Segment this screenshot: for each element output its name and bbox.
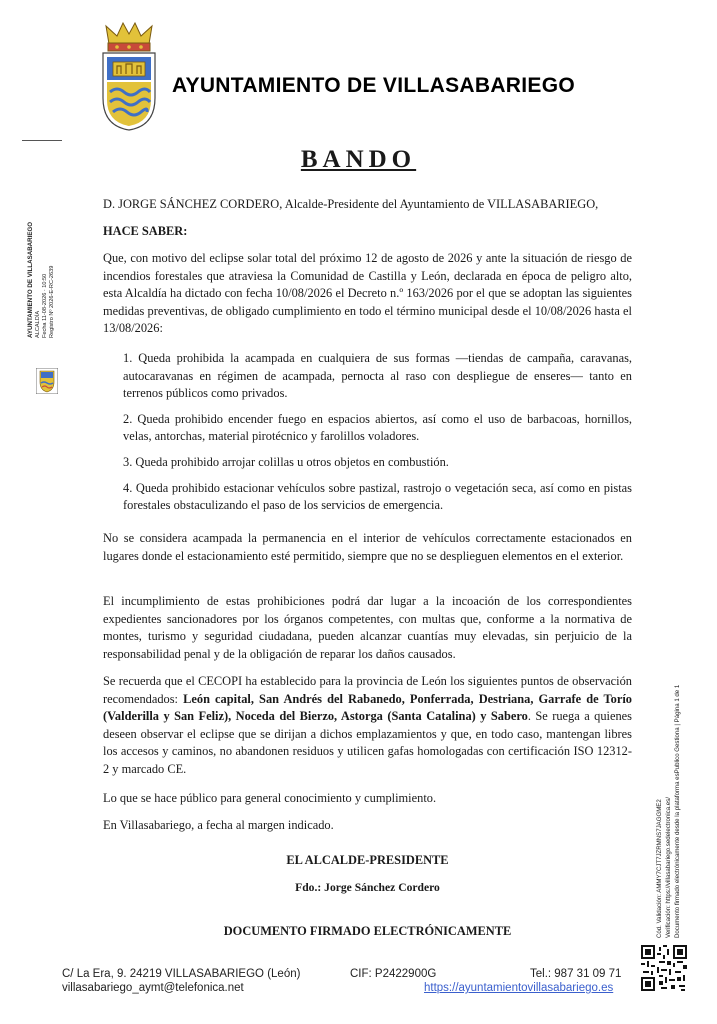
footer-email[interactable]: villasabariego_aymt@telefonica.net bbox=[62, 982, 244, 994]
observation-intro: Se recuerda que el CECOPI ha establecido para la provincia de León los siguientes puntos de observación recomendados: bbox=[103, 674, 632, 706]
list-item: 1. Queda prohibida la acampada en cualquiera de sus formas —tiendas de campaña, caravanas, autocaravanas en régimen de acampada, pernocta al raso con despliegue de enseres— tanto en terrenos públicos como privados. bbox=[123, 351, 632, 401]
footer-website[interactable] bbox=[424, 982, 613, 994]
footer-address: C/ La Era, 9. 24219 VILLASABARIEGO (León) bbox=[62, 968, 301, 980]
list-item: 4. Queda prohibido estacionar vehículos sobre pastizal, rastrojo o vegetación seca, así como en pistas forestales obstaculizando el paso de los servicios de emergencia. bbox=[123, 480, 632, 513]
stamp-line-3: Fecha 11-08-2026 · 10:50 bbox=[42, 273, 48, 338]
validation-platform: Documento firmado electrónicamente desde la plataforma esPublico Gestiona | Página 1 de 1 bbox=[674, 684, 681, 938]
validation-code: Cód. Validación: AMMY7CJT7JZRMNS7JAGGME2 bbox=[656, 799, 663, 938]
list-item: 3. Queda prohibido arrojar colillas u otros objetos en combustión. bbox=[123, 454, 449, 469]
stamp-line-4: Registro Nº 2026-E-RC-2639 bbox=[49, 265, 55, 338]
stamp-rule bbox=[22, 140, 62, 141]
electronic-signature-note: DOCUMENTO FIRMADO ELECTRÓNICAMENTE bbox=[223, 924, 512, 938]
signature-role: EL ALCALDE-PRESIDENTE bbox=[286, 853, 449, 867]
website-link[interactable]: https://ayuntamientovillasabariego.es bbox=[424, 982, 614, 994]
intro-paragraph: D. JORGE SÁNCHEZ CORDERO, Alcalde-Presidente del Ayuntamiento de VILLASABARIEGO, bbox=[103, 197, 599, 211]
coat-of-arms-logo bbox=[100, 22, 158, 132]
observation-advice: . Se ruega a quienes deseen observar el eclipse que se dirijan a dichos emplazamientos y que, en todo caso, mantengan libres los accesos y caminos, no abandonen residuos y utilicen gafas homologadas con certificación ISO 12312-2 y marcado CE. bbox=[103, 709, 632, 776]
measures-list bbox=[103, 350, 632, 515]
footer-phone: Tel.: 987 31 09 71 bbox=[530, 968, 622, 980]
stamp-line-1: AYUNTAMIENTO DE VILLASABARIEGO bbox=[27, 221, 34, 338]
document-title: BANDO bbox=[300, 146, 417, 173]
stamp-line-2: ALCALDÍA bbox=[35, 310, 41, 338]
paragraph-observation-points bbox=[103, 673, 632, 779]
observation-places: León capital, San Andrés del Rabanedo, Ponferrada, Destriana, Garrafe de Torío (Valderilla y San Feliz), Noceda del Bierzo, Astorga (Santa Catalina) y Sabero bbox=[103, 691, 632, 724]
hace-saber-heading: HACE SABER: bbox=[103, 224, 188, 238]
paragraph-date-place: En Villasabariego, a fecha al margen indicado. bbox=[103, 818, 334, 832]
paragraph-public-notice: Lo que se hace público para general conocimiento y cumplimiento. bbox=[103, 791, 437, 805]
paragraph-sanctions: El incumplimiento de estas prohibiciones podrá dar lugar a la incoación de los correspondientes expedientes sancionadores por los órganos competentes, con multas que, conforme a la normativa de montes, turismo y seguridad ciudadana, pueden alcanzar cuantías muy elevadas, sin perjuicio de la responsabilidad penal y de la obligación de reparar los daños causados. bbox=[103, 594, 632, 661]
paragraph-decree: Que, con motivo del eclipse solar total del próximo 12 de agosto de 2026 y ante la situación de riesgo de incendios forestales que atraviesa la Comunidad de Castilla y León, declarada en época de peligro alto, esta Alcaldía ha dictado con fecha 10/08/2026 el Decreto n.º 163/2026 por el que se adoptan las siguientes medidas preventivas, de obligado cumplimiento en todo el término municipal desde el 10/08/2026 hasta el 13/08/2026: bbox=[103, 251, 632, 336]
list-item: 2. Queda prohibido encender fuego en espacios abiertos, así como el uso de barbacoas, hornillos, velas, antorchas, material pirotécnico y farolillos voladores. bbox=[123, 411, 632, 444]
validation-url: Verificación: https://villasabariego.sedelectronica.es/ bbox=[665, 797, 672, 938]
footer-cif: CIF: P2422900G bbox=[350, 968, 437, 980]
paragraph-vehicles: No se considera acampada la permanencia en el interior de vehículos correctamente estacionados en lugares donde el estacionamiento esté permitido, siempre que no se desplieguen elementos en el exterior. bbox=[103, 531, 632, 563]
qr-code[interactable] bbox=[641, 945, 687, 991]
organization-name: AYUNTAMIENTO DE VILLASABARIEGO bbox=[172, 74, 575, 97]
signature-name: Fdo.: Jorge Sánchez Cordero bbox=[295, 881, 440, 894]
stamp-crest-icon bbox=[36, 368, 58, 394]
